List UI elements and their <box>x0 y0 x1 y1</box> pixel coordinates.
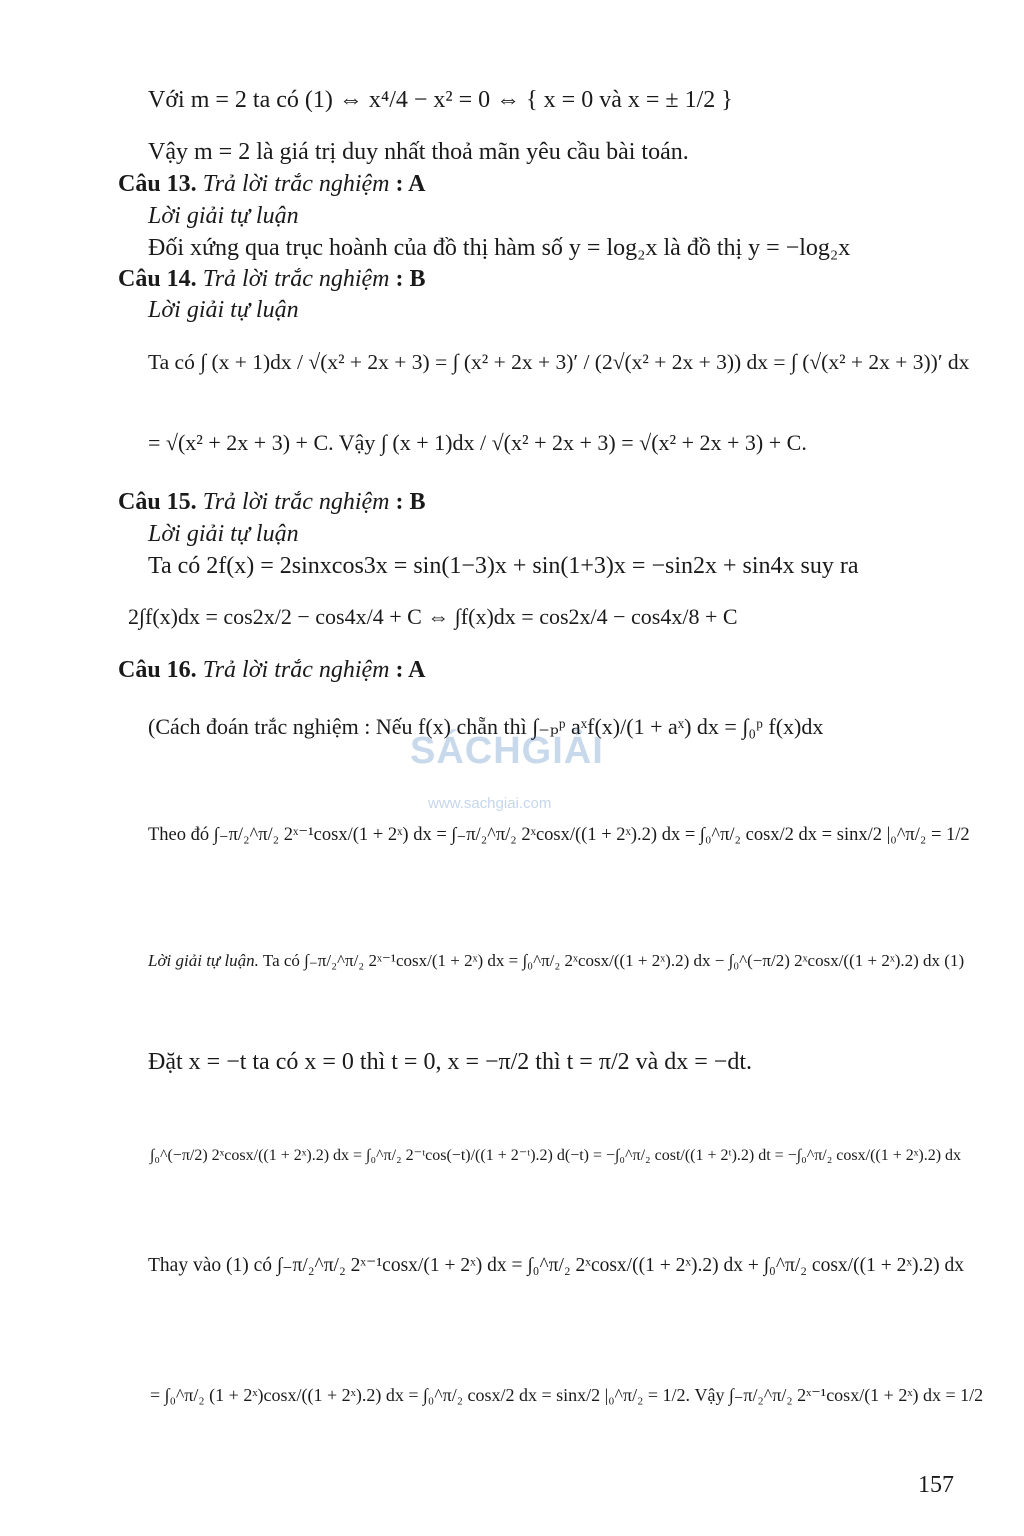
q14-equation-2: = √(x² + 2x + 3) + C. Vậy ∫ (x + 1)dx / √(x² + 2x + 3) = √(x² + 2x + 3) + C. <box>148 430 807 455</box>
q13-subheading: Lời giải tự luận <box>148 203 299 229</box>
q14-number: Câu 14. <box>118 266 197 292</box>
q15-answer: : B <box>395 489 426 515</box>
top-conclusion-line: Vậy m = 2 là giá trị duy nhất thoả mãn yêu cầu bài toán. <box>148 139 689 165</box>
watermark-url: www.sachgiai.com <box>428 795 552 812</box>
top-equation-line: Với m = 2 ta có (1) ⇔ x⁴/4 − x² = 0 ⇔ { x = 0 và x = ± 1/2 } <box>148 87 733 113</box>
q15-number: Câu 15. <box>118 489 197 515</box>
q16-heading <box>118 658 426 682</box>
q16-theo-do: Theo đó ∫₋π/₂^π/₂ 2ˣ⁻¹cosx/(1 + 2ˣ) dx = ∫₋π/₂^π/₂ 2ˣcosx/((1 + 2ˣ).2) dx = ∫₀^π/₂ cosx/2 dx = sinx/2 |₀^π/₂ = 1/2 <box>148 825 970 845</box>
q15-text: Ta có 2f(x) = 2sinxcos3x = sin(1−3)x + sin(1+3)x = −sin2x + sin4x suy ra <box>148 553 859 579</box>
q16-substitution-equation: ∫₀^(−π/2) 2ˣcosx/((1 + 2ˣ).2) dx = ∫₀^π/₂ 2⁻ᵗcos(−t)/((1 + 2⁻ᵗ).2) d(−t) = −∫₀^π/₂ cost/((1 + 2ᵗ).2) dt = −∫₀^π/₂ cosx/((1 + 2ˣ).2) dx <box>150 1147 962 1164</box>
q16-answer: : A <box>395 657 426 683</box>
q16-guess-note: (Cách đoán trắc nghiệm : Nếu f(x) chẵn thì ∫₋ₚᵖ aˣf(x)/(1 + aˣ) dx = ∫₀ᵖ f(x)dx <box>148 714 824 739</box>
q16-final-result: = ∫₀^π/₂ (1 + 2ˣ)cosx/((1 + 2ˣ).2) dx = ∫₀^π/₂ cosx/2 dx = sinx/2 |₀^π/₂ = 1/2. Vậy ∫₋π/₂^π/₂ 2ˣ⁻¹cosx/(1 + 2ˣ) dx = 1/2 <box>150 1385 984 1405</box>
q15-subheading: Lời giải tự luận <box>148 521 299 547</box>
q16-substitute-back: Thay vào (1) có ∫₋π/₂^π/₂ 2ˣ⁻¹cosx/(1 + 2ˣ) dx = ∫₀^π/₂ 2ˣcosx/((1 + 2ˣ).2) dx + ∫₀^π/₂ cosx/((1 + 2ˣ).2) dx <box>148 1255 964 1276</box>
q13-answer: : A <box>395 171 426 197</box>
q14-heading <box>118 267 426 291</box>
q13-label: Trả lời trắc nghiệm <box>202 171 390 197</box>
page-number: 157 <box>918 1472 954 1498</box>
q15-label: Trả lời trắc nghiệm <box>202 489 390 515</box>
q14-equation-1: Ta có ∫ (x + 1)dx / √(x² + 2x + 3) = ∫ (x² + 2x + 3)′ / (2√(x² + 2x + 3)) dx = ∫ (√(x² + 2x + 3))′ dx <box>148 350 970 374</box>
q13-heading <box>118 172 426 196</box>
watermark-logo: SÁCHGIẢI <box>410 730 604 772</box>
q14-subheading: Lời giải tự luận <box>148 297 299 323</box>
q16-label: Trả lời trắc nghiệm <box>202 657 390 683</box>
q16-number: Câu 16. <box>118 657 197 683</box>
q15-equation: 2∫f(x)dx = cos2x/2 − cos4x/4 + C ⇔ ∫f(x)dx = cos2x/4 − cos4x/8 + C <box>128 604 738 629</box>
q15-heading <box>118 490 426 514</box>
q13-text: Đối xứng qua trục hoành của đồ thị hàm số y = log₂x là đồ thị y = −log₂x <box>148 235 851 261</box>
q16-tu-luan-eq: Ta có ∫₋π/₂^π/₂ 2ˣ⁻¹cosx/(1 + 2ˣ) dx = ∫₀^π/₂ 2ˣcosx/((1 + 2ˣ).2) dx − ∫₀^(−π/2) 2ˣcosx/((1 + 2ˣ).2) dx (1) <box>262 951 965 970</box>
q16-tu-luan <box>148 952 964 969</box>
q14-answer: : B <box>395 266 426 292</box>
q14-label: Trả lời trắc nghiệm <box>202 266 390 292</box>
q13-number: Câu 13. <box>118 171 197 197</box>
q16-tu-luan-label: Lời giải tự luận. <box>148 951 259 970</box>
q16-substitution: Đặt x = −t ta có x = 0 thì t = 0, x = −π/2 thì t = π/2 và dx = −dt. <box>148 1049 753 1075</box>
